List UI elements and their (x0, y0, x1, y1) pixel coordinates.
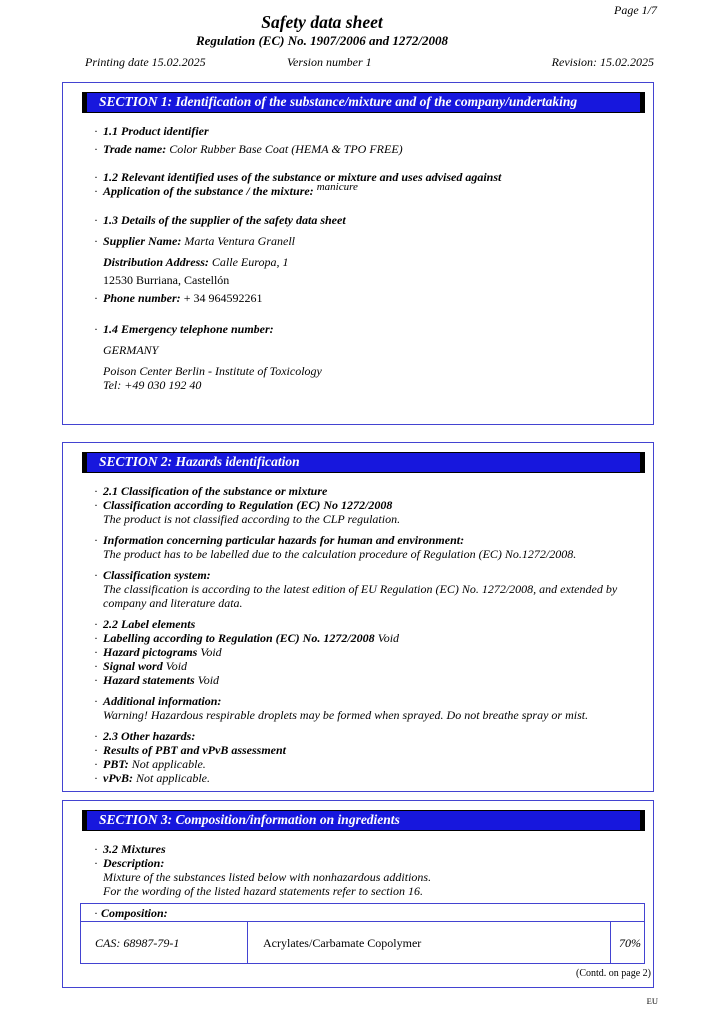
doc-line (94, 743, 645, 757)
text-segment: Application of the substance / the mixture: (103, 184, 314, 198)
text-segment: Phone number: (103, 291, 181, 305)
doc-line (94, 322, 645, 336)
version-number: Version number 1 (287, 55, 372, 69)
text-segment: Labelling according to Regulation (EC) No. 1272/2008 (103, 631, 375, 645)
section-header-bar (82, 92, 645, 113)
bullet-dot: · (94, 842, 98, 856)
doc-line (94, 213, 645, 227)
doc-line (94, 673, 645, 687)
doc-line (94, 771, 645, 785)
text-segment: GERMANY (103, 343, 159, 357)
substance-name-cell: Acrylates/Carbamate Copolymer (248, 922, 611, 963)
section-title: SECTION 3: Composition/information on ingredients (99, 812, 400, 827)
section-header-bar (82, 810, 645, 831)
text-segment: Warning! Hazardous respirable droplets may be formed when sprayed. Do not breathe spray or mist. (103, 708, 589, 722)
percentage-cell: 70% (619, 936, 641, 950)
region-code-label: EU (646, 996, 658, 1006)
text-segment: vPvB: (103, 771, 133, 785)
text-segment: Description: (103, 856, 165, 870)
doc-line (94, 757, 645, 771)
document-subtitle: Regulation (EC) No. 1907/2006 and 1272/2008 (195, 33, 449, 48)
text-segment: Trade name: (103, 142, 167, 156)
doc-line (94, 170, 645, 184)
sections-container (0, 82, 724, 988)
bullet-dot: · (94, 856, 98, 870)
doc-line (94, 142, 645, 156)
text-segment: 1.4 Emergency telephone number: (103, 322, 274, 336)
bullet-dot: · (94, 757, 98, 771)
doc-line (103, 870, 645, 884)
text-segment: Mixture of the substances listed below with nonhazardous additions. (103, 870, 432, 884)
document-title: Safety data sheet (261, 12, 383, 32)
doc-line (94, 842, 645, 856)
composition-heading (80, 903, 645, 922)
composition-heading-label: Composition: (101, 906, 168, 920)
text-segment: Distribution Address: (103, 255, 209, 269)
text-segment: Signal word (103, 659, 163, 673)
doc-line (94, 617, 645, 631)
doc-line (94, 659, 645, 673)
text-segment: Classification system: (103, 568, 211, 582)
section-box (62, 82, 654, 425)
contd-note: (Contd. on page 2) (576, 968, 651, 979)
doc-line (94, 533, 645, 547)
section-content (63, 473, 653, 791)
doc-line (103, 596, 645, 610)
text-segment: Void (200, 645, 222, 659)
doc-line (94, 631, 645, 645)
bullet-dot: · (94, 906, 101, 920)
doc-line (94, 484, 645, 498)
document-header (0, 0, 644, 48)
printing-date: Printing date 15.02.2025 (85, 55, 206, 69)
text-segment: Hazard pictograms (103, 645, 198, 659)
text-segment: Void (165, 659, 188, 673)
text-segment: 3.2 Mixtures (103, 842, 166, 856)
doc-line (103, 708, 645, 722)
doc-line (94, 568, 645, 582)
bullet-dot: · (94, 533, 98, 547)
text-segment: The product is not classified according to the CLP regulation. (103, 512, 401, 526)
section-title: SECTION 1: Identification of the substance/mixture and of the company/undertaking (99, 94, 578, 109)
text-segment: 2.1 Classification of the substance or mixture (103, 484, 328, 498)
bullet-dot: · (94, 213, 98, 227)
text-segment: 1.1 Product identifier (103, 124, 209, 138)
bullet-dot: · (94, 771, 98, 785)
bullet-dot: · (94, 170, 98, 184)
doc-line (103, 343, 645, 357)
section-box (62, 800, 654, 988)
text-segment: + 34 964592261 (183, 291, 263, 305)
doc-line (103, 255, 645, 269)
doc-line (103, 582, 645, 596)
bullet-dot: · (94, 142, 98, 156)
bullet-dot: · (94, 631, 98, 645)
doc-line (103, 884, 645, 898)
bullet-dot: · (94, 291, 98, 305)
text-segment: Additional information: (103, 694, 222, 708)
text-segment: The classification is according to the latest edition of EU Regulation (EC) No. 1272/2008, and extended by (103, 582, 618, 596)
doc-line (94, 234, 645, 248)
bullet-dot: · (94, 659, 98, 673)
bullet-dot: · (94, 498, 98, 512)
bullet-dot: · (94, 743, 98, 757)
text-segment: Void (197, 673, 220, 687)
text-segment: 12530 Burriana, Castellón (103, 273, 230, 287)
text-segment: Color Rubber Base Coat (HEMA & TPO FREE) (169, 142, 403, 156)
bullet-dot: · (94, 694, 98, 708)
section-content (63, 113, 653, 424)
doc-line (103, 364, 645, 378)
text-segment: Not applicable. (135, 771, 210, 785)
text-segment: Information concerning particular hazards for human and environment: (103, 533, 465, 547)
section-content (63, 831, 653, 987)
doc-line (103, 547, 645, 561)
text-segment: 2.3 Other hazards: (103, 729, 196, 743)
text-segment: Classification according to Regulation (EC) No 1272/2008 (103, 498, 393, 512)
text-segment: 2.2 Label elements (103, 617, 196, 631)
document-meta-row (85, 55, 654, 70)
text-segment: 1.2 Relevant identified uses of the substance or mixture and uses advised against (103, 170, 502, 184)
section-box (62, 442, 654, 792)
doc-line (94, 694, 645, 708)
bullet-dot: · (94, 673, 98, 687)
revision-date: Revision: 15.02.2025 (551, 55, 654, 69)
text-segment: Tel: +49 030 192 40 (103, 378, 202, 392)
text-segment: manicure (316, 181, 358, 193)
doc-line (103, 378, 645, 392)
composition-row (81, 922, 644, 963)
bullet-dot: · (94, 322, 98, 336)
composition-table (80, 922, 645, 964)
doc-line (94, 729, 645, 743)
bullet-dot: · (94, 484, 98, 498)
bullet-dot: · (94, 729, 98, 743)
text-segment: Results of PBT and vPvB assessment (103, 743, 287, 757)
text-segment: Poison Center Berlin - Institute of Toxicology (103, 364, 322, 378)
cas-number-cell: CAS: 68987-79-1 (81, 922, 248, 963)
doc-line (103, 512, 645, 526)
doc-line (94, 856, 645, 870)
text-segment: For the wording of the listed hazard statements refer to section 16. (103, 884, 423, 898)
bullet-dot: · (94, 617, 98, 631)
doc-line (94, 181, 645, 199)
text-segment: PBT: (103, 757, 129, 771)
text-segment: The product has to be labelled due to the calculation procedure of Regulation (EC) No.1272/2008. (103, 547, 577, 561)
doc-line (94, 645, 645, 659)
text-segment: Void (377, 631, 400, 645)
bullet-dot: · (94, 645, 98, 659)
section-title: SECTION 2: Hazards identification (99, 454, 300, 469)
doc-line (94, 124, 645, 138)
text-segment: Supplier Name: (103, 234, 182, 248)
section-header-bar (82, 452, 645, 473)
text-segment: Not applicable. (131, 757, 206, 771)
page-number: Page 1/7 (614, 3, 657, 17)
text-segment: 1.3 Details of the supplier of the safety data sheet (103, 213, 346, 227)
doc-line (103, 273, 645, 287)
text-segment: Hazard statements (103, 673, 195, 687)
doc-line (94, 498, 645, 512)
bullet-dot: · (94, 568, 98, 582)
text-segment: Marta Ventura Granell (184, 234, 296, 248)
text-segment: Calle Europa, 1 (211, 255, 289, 269)
bullet-dot: · (94, 124, 98, 138)
text-segment: company and literature data. (103, 596, 243, 610)
bullet-dot: · (94, 184, 98, 198)
doc-line (94, 291, 645, 305)
bullet-dot: · (94, 234, 98, 248)
